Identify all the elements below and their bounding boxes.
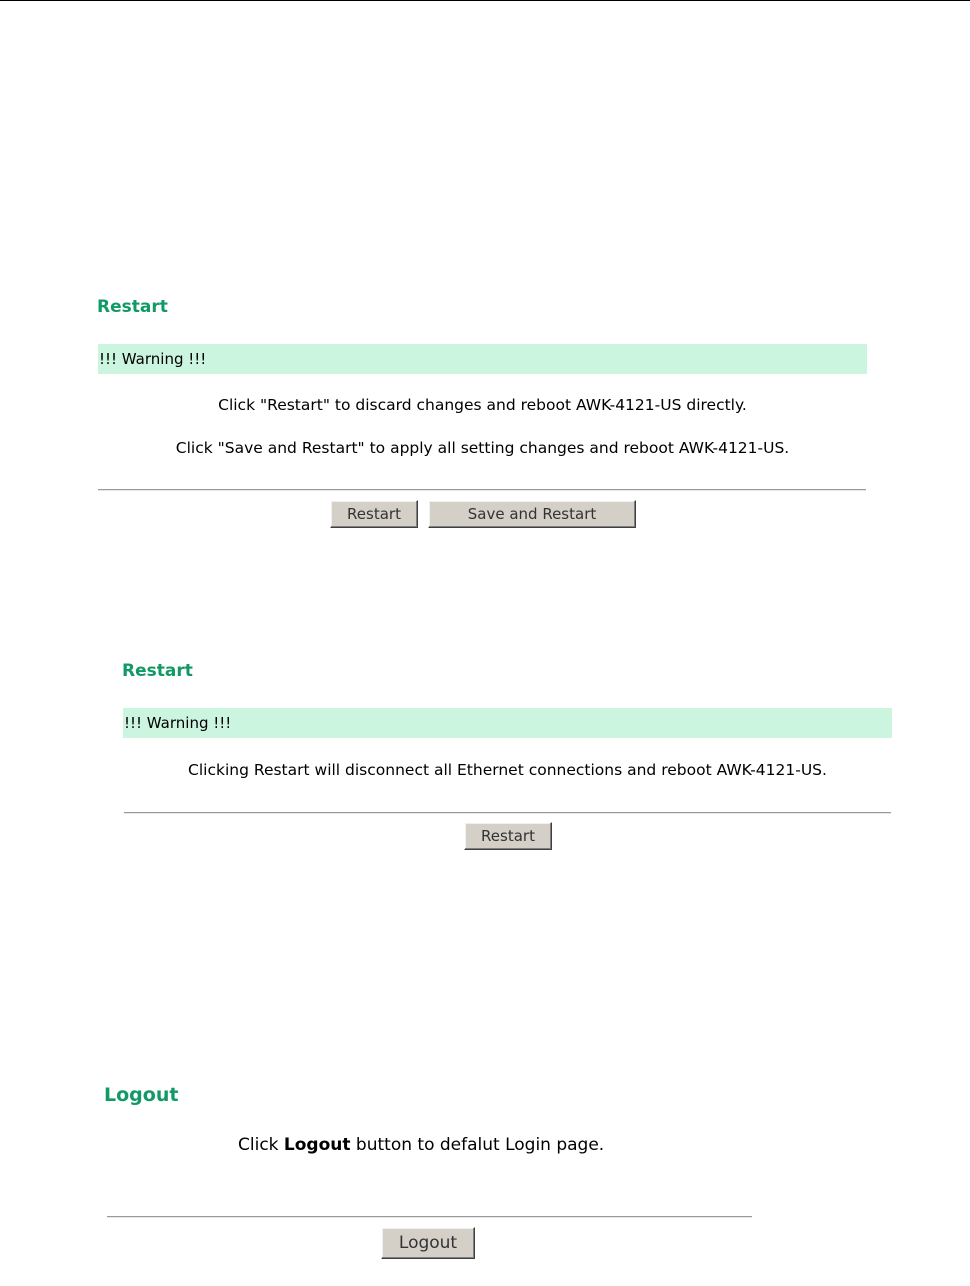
save-and-restart-button[interactable]: Save and Restart: [428, 500, 636, 528]
page-top-rule: [0, 0, 970, 1]
logout-button[interactable]: Logout: [381, 1227, 475, 1259]
logout-instruction-text: [238, 1135, 604, 1155]
section-divider: [124, 812, 891, 814]
section-divider: [107, 1216, 752, 1218]
logout-text-prefix: Click: [238, 1135, 279, 1155]
restart-button[interactable]: Restart: [330, 500, 418, 528]
restart-instruction-text: Click "Restart" to discard changes and reboot AWK-4121-US directly.: [218, 396, 747, 414]
logout-text-suffix: button to defalut Login page.: [355, 1135, 605, 1155]
section-divider: [98, 489, 866, 491]
restart-button[interactable]: Restart: [464, 822, 552, 850]
restart-instruction-text: Clicking Restart will disconnect all Ethernet connections and reboot AWK-4121-US.: [188, 761, 827, 779]
restart-title: Restart: [122, 661, 193, 681]
save-restart-instruction-text: Click "Save and Restart" to apply all setting changes and reboot AWK-4121-US.: [175, 439, 790, 457]
logout-text-bold: Logout: [283, 1135, 351, 1155]
warning-banner: !!! Warning !!!: [98, 344, 867, 374]
warning-banner: !!! Warning !!!: [123, 708, 892, 738]
logout-title: Logout: [104, 1084, 179, 1106]
restart-title: Restart: [97, 297, 168, 317]
